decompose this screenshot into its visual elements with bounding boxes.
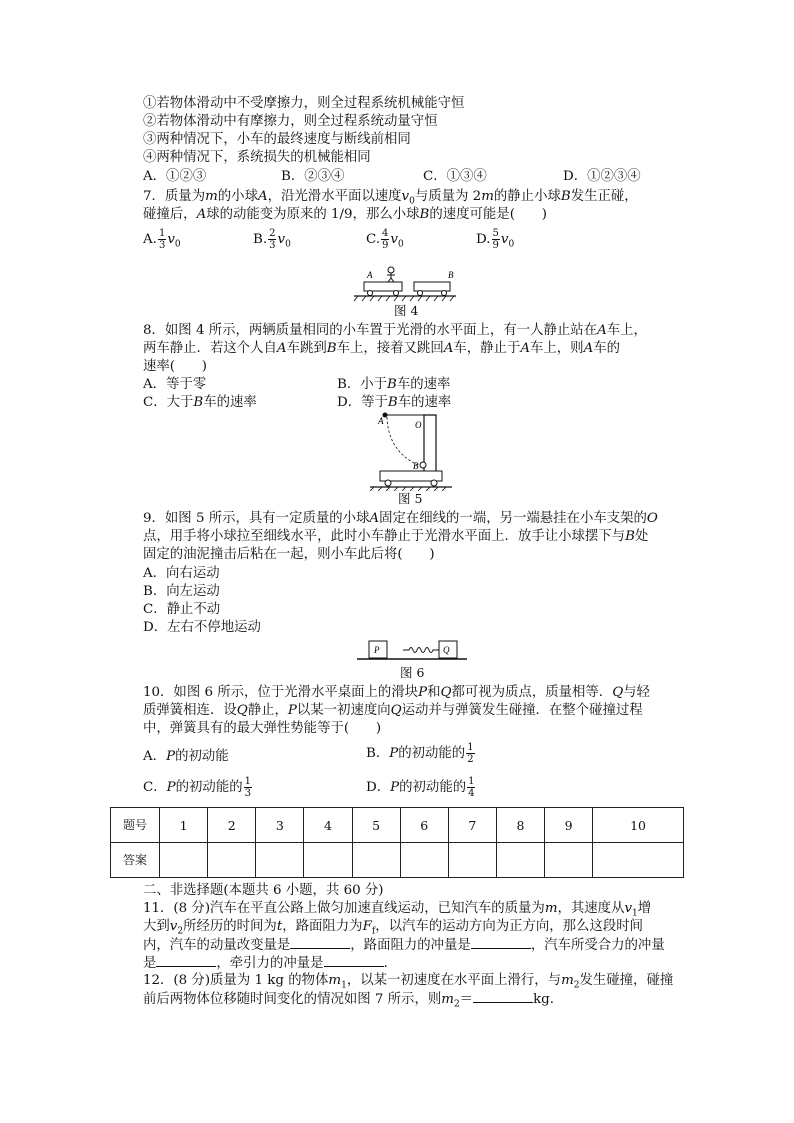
q7-option-b: B. $\frac{2}{3}$ $v_0$ <box>253 228 291 251</box>
cart-b <box>414 282 450 291</box>
q10-option-a: A．P的初动能 <box>143 749 229 764</box>
figure-5-caption: 图 5 <box>398 491 423 506</box>
q6-option-a: A．①②③ <box>143 169 207 184</box>
answer-cell[interactable] <box>256 843 304 878</box>
q10-option-c: C．P的初动能的 $\frac{1}{3}$ <box>143 776 251 799</box>
q10-line-1: 10．如图 6 所示，位于光滑水平桌面上的滑块P和Q都可视为质点，质量相等．Q与轻 <box>143 685 650 700</box>
q8-option-c: C．大于B车的速率 <box>143 395 257 410</box>
cart-wheel <box>431 480 437 486</box>
answer-blank[interactable] <box>471 936 531 949</box>
person-icon <box>387 267 395 282</box>
q11-line-4: 是 ，牵引力的冲量是 . <box>143 956 388 971</box>
answer-cell[interactable] <box>160 843 208 878</box>
question-number-header: 题号 <box>111 808 160 843</box>
answer-grid <box>110 807 684 878</box>
question-number-cell: 7 <box>448 808 496 843</box>
cart-a-wheel <box>368 291 373 296</box>
q11-line-1: 11．(8 分)汽车在平直公路上做匀加速直线运动，已知汽车的质量为m，其速度从$v_1$增 <box>143 901 652 919</box>
q6-item-3: ③两种情况下，小车的最终速度与断线前相同 <box>143 132 411 147</box>
answer-blank[interactable] <box>290 936 350 949</box>
q9-option-d: D．左右不停地运动 <box>143 620 261 635</box>
ground-hatching <box>354 296 454 301</box>
figure-4-caption: 图 4 <box>394 303 419 318</box>
spring-icon <box>403 648 439 653</box>
cart-body <box>380 471 442 481</box>
figure-5-diagram <box>366 409 456 491</box>
q6-item-4: ④两种情况下，系统损失的机械能相同 <box>143 150 371 165</box>
question-number-cell: 5 <box>352 808 400 843</box>
answer-blank[interactable] <box>156 954 216 967</box>
question-number-cell: 6 <box>400 808 448 843</box>
answer-cell[interactable] <box>304 843 352 878</box>
question-number-cell: 8 <box>496 808 544 843</box>
answer-blank[interactable] <box>473 990 533 1003</box>
q10-option-d: D．P的初动能的 $\frac{1}{4}$ <box>366 776 475 799</box>
cart-b-wheel <box>418 291 423 296</box>
cart-a-wheel <box>394 291 399 296</box>
q7-option-c: C. $\frac{4}{9}$ $v_0$ <box>366 228 404 251</box>
fig6-label-q: Q <box>443 645 450 655</box>
cart-a <box>364 282 402 291</box>
q6-option-b: B．②③④ <box>281 169 345 184</box>
q7-option-a: A. $\frac{1}{3}$ $v_0$ <box>143 228 181 251</box>
answer-cell[interactable] <box>593 843 684 878</box>
q9-line-1: 9．如图 5 所示，具有一定质量的小球A固定在细线的一端，另一端悬挂在小车支架的O <box>143 511 658 526</box>
q7-line-2: 碰撞后，A球的动能变为原来的 1/9，那么小球B的速度可能是( ) <box>143 207 547 222</box>
question-number-cell: 10 <box>593 808 684 843</box>
fig4-label-b: B <box>448 270 454 280</box>
answer-blank[interactable] <box>324 954 384 967</box>
q10-option-b: B．P的初动能的 $\frac{1}{2}$ <box>366 742 474 765</box>
q8-option-d: D．等于B车的速率 <box>337 395 452 410</box>
question-number-cell: 2 <box>208 808 256 843</box>
question-number-cell: 9 <box>545 808 593 843</box>
q9-line-2: 点，用手将小球拉至细线水平，此时小车静止于光滑水平面上．放手让小球摆下与B处 <box>143 529 649 544</box>
answer-header: 答案 <box>111 843 160 878</box>
question-number-cell: 1 <box>160 808 208 843</box>
answer-cell[interactable] <box>545 843 593 878</box>
q8-line-2: 两车静止．若这个人自A车跳到B车上，接着又跳回A车，静止于A车上，则A车的 <box>143 341 621 356</box>
q8-option-a: A．等于零 <box>143 377 207 392</box>
q9-option-c: C．静止不动 <box>143 602 221 617</box>
q11-line-3: 内，汽车的动量改变量是 ，路面阻力的冲量是 ，汽车所受合力的冲量 <box>143 938 665 953</box>
q9-line-3: 固定的油泥撞击后粘在一起，则小车此后将( ) <box>143 547 435 562</box>
q9-option-a: A．向右运动 <box>143 566 220 581</box>
q8-option-b: B．小于B车的速率 <box>337 377 451 392</box>
answer-cell[interactable] <box>208 843 256 878</box>
q6-option-d: D．①②③④ <box>563 169 641 184</box>
q9-option-b: B．向左运动 <box>143 584 220 599</box>
answer-grid-answer-row <box>111 843 684 878</box>
q12-line-2: 前后两物体位移随时间变化的情况如图 7 所示，则$m_2=$ kg. <box>143 992 555 1010</box>
figure-6-diagram <box>355 636 469 666</box>
q6-item-1: ①若物体滑动中不受摩擦力，则全过程系统机械能守恒 <box>143 96 465 111</box>
q8-line-3: 速率( ) <box>143 359 208 374</box>
q8-line-1: 8．如图 4 所示，两辆质量相同的小车置于光滑的水平面上，有一人静止站在A车上， <box>143 323 647 338</box>
figure-4-diagram <box>350 262 460 302</box>
section-2-title: 二、非选择题(本题共 6 小题，共 60 分) <box>143 883 384 898</box>
answer-grid-number-row <box>111 808 684 843</box>
q10-line-3: 中，弹簧具有的最大弹性势能等于( ) <box>143 721 382 736</box>
answer-cell[interactable] <box>352 843 400 878</box>
answer-cell[interactable] <box>496 843 544 878</box>
answer-cell[interactable] <box>448 843 496 878</box>
q7-line-1: 7．质量为m的小球A，沿光滑水平面以速度$v_0$与质量为 2m的静止小球B发生正碰， <box>143 189 638 207</box>
q7-option-d: D. $\frac{5}{9}$ $v_0$ <box>476 228 515 251</box>
q11-line-2: 大到$v_2$所经历的时间为t，路面阻力为$F_f$，以汽车的运动方向为正方向，那么这段时间 <box>143 919 644 937</box>
fig5-label-b: B <box>413 461 419 471</box>
fig5-label-o: O <box>415 420 422 430</box>
cart-support-frame <box>424 415 436 471</box>
fig4-label-a: A <box>367 270 373 280</box>
fig5-label-a: A <box>378 416 384 426</box>
q6-option-c: C．①③④ <box>423 169 487 184</box>
cart-b-wheel <box>442 291 447 296</box>
figure-6-caption: 图 6 <box>400 665 425 680</box>
cart-wheel <box>385 480 391 486</box>
question-number-cell: 3 <box>256 808 304 843</box>
answer-cell[interactable] <box>400 843 448 878</box>
question-number-cell: 4 <box>304 808 352 843</box>
q10-line-2: 质弹簧相连．设Q静止，P以某一初速度向Q运动并与弹簧发生碰撞．在整个碰撞过程 <box>143 703 643 718</box>
q12-line-1: 12．(8 分)质量为 1 kg 的物体$m_1$，以某一初速度在水平面上滑行，与$m_2$发生碰撞，碰撞 <box>143 973 674 991</box>
oil-clay-b <box>420 462 426 468</box>
swing-path <box>387 417 418 465</box>
fig6-label-p: P <box>374 645 380 655</box>
q6-item-2: ②若物体滑动中有摩擦力，则全过程系统动量守恒 <box>143 114 438 129</box>
